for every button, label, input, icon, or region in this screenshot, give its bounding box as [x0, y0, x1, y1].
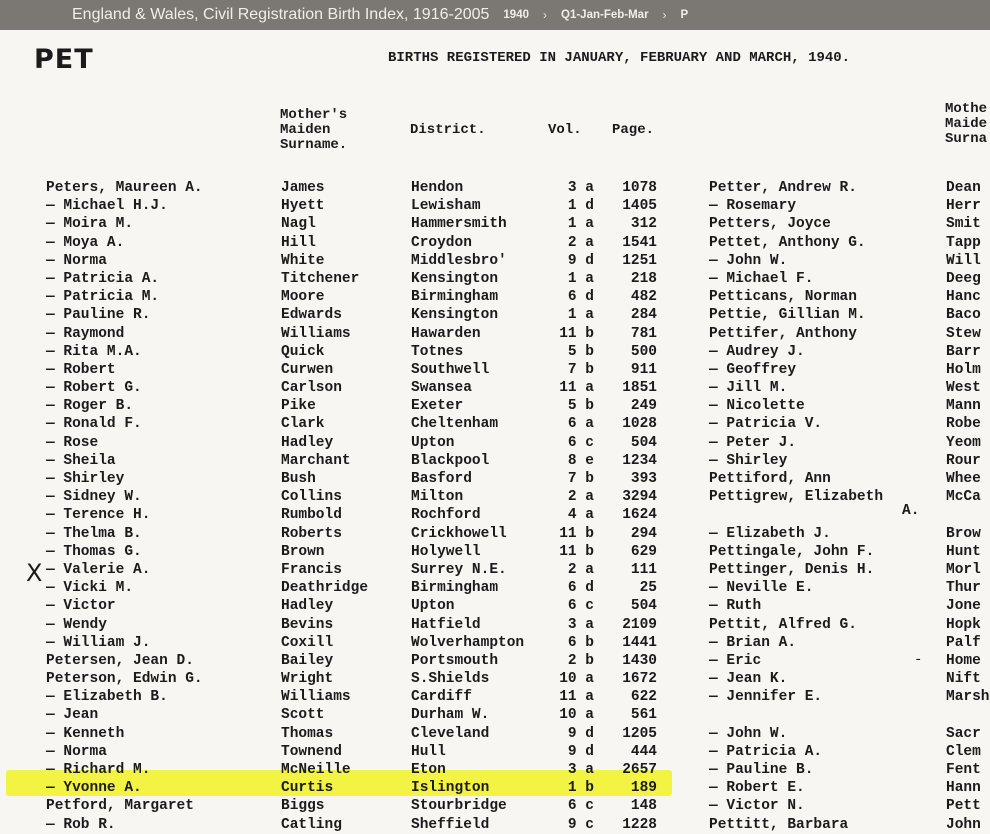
index-row-name: — Victor: [46, 598, 116, 615]
index-row-mother: Stew: [946, 325, 981, 342]
index-row-name: Pettingale, John F.: [709, 543, 875, 560]
index-row-district: Crickhowell: [411, 525, 507, 542]
index-row-mother: Baco: [946, 307, 981, 324]
index-row-name: — Raymond: [46, 325, 125, 342]
index-row-name: — Pauline R.: [46, 307, 151, 324]
index-row-vol: 2 b: [567, 652, 594, 669]
index-row-mother: Williams: [281, 689, 351, 706]
index-row-mother: Edwards: [281, 307, 342, 324]
index-row-district: Middlesbro': [411, 252, 507, 269]
index-row-mother: Williams: [281, 325, 351, 342]
breadcrumb-quarter[interactable]: Q1-Jan-Feb-Mar: [561, 9, 649, 21]
index-row-mother: [946, 506, 990, 524]
index-page-image: [0, 30, 990, 831]
index-row-page: 111: [630, 561, 657, 578]
index-row-page: 218: [630, 270, 657, 287]
index-row-district: Kensington: [411, 307, 499, 324]
index-row-mother: Palf: [946, 634, 981, 651]
index-row-district: S.Shields: [411, 671, 490, 688]
index-row-district: Totnes: [411, 343, 464, 360]
index-row-name: Peters, Maureen A.: [46, 180, 203, 196]
index-row-mother: Moore: [281, 289, 325, 306]
index-row-district: Kensington: [411, 270, 499, 287]
index-row-name: — Rita M.A.: [46, 343, 142, 360]
index-row-district: Rochford: [411, 507, 481, 524]
index-row-name: — Moira M.: [46, 216, 134, 233]
index-row-mother: Deathridge: [281, 580, 369, 597]
index-row-vol: 5 b: [567, 343, 594, 360]
index-row-name: Petter, Andrew R.: [709, 180, 857, 196]
index-row-district: Durham W.: [411, 707, 490, 724]
index-row-mother: Brow: [946, 525, 981, 542]
column-mother-surname: [281, 179, 407, 834]
index-row-page: 504: [630, 434, 657, 451]
index-row-vol: 1 a: [567, 216, 594, 233]
index-row-page: 284: [630, 307, 657, 324]
index-row-district: Upton: [411, 598, 455, 615]
index-row-vol: 2 a: [567, 489, 594, 506]
index-row-name: Petticans, Norman: [709, 289, 857, 306]
index-row-mother: Whee: [946, 471, 981, 487]
index-row-mother: Fent: [946, 762, 981, 778]
index-row-name: — Robert E.: [709, 780, 805, 797]
index-row-mother: Carlson: [281, 380, 342, 397]
header-mother-maiden-surname: Mother's Maiden Surname.: [280, 107, 348, 153]
index-row-name: — Eric: [709, 652, 762, 669]
index-row-name: — Nicolette: [709, 398, 805, 415]
index-row-district: Cleveland: [411, 725, 490, 742]
index-row-name: — Sheila: [46, 452, 116, 469]
index-row-mother: Yeom: [946, 434, 981, 451]
index-row-district: Wolverhampton: [411, 634, 525, 651]
index-row-mother: Hadley: [281, 434, 334, 451]
index-row-name: — Moya A.: [46, 234, 125, 251]
index-row-vol: 6 c: [567, 434, 594, 451]
index-row-page: 189: [630, 780, 657, 797]
index-row-mother: John: [946, 816, 981, 833]
index-row-mother: Catling: [281, 816, 342, 833]
index-row-page: 312: [630, 216, 657, 233]
index-row-district: Hatfield: [411, 616, 481, 633]
index-row-name: — Pauline B.: [709, 762, 814, 778]
index-row-mother: West: [946, 380, 981, 397]
index-row-page: 629: [630, 543, 657, 560]
index-row-page: 1672: [622, 671, 657, 688]
index-row-vol: 8 e: [567, 452, 594, 469]
index-row-page: 504: [630, 598, 657, 615]
index-row-district: Hull: [411, 743, 446, 760]
index-row-mother: Mann: [946, 398, 981, 415]
index-row-district: Hammersmith: [411, 216, 507, 233]
index-row-vol: 6 b: [567, 634, 594, 651]
index-row-name: Pettet, Anthony G.: [709, 234, 866, 251]
index-row-mother: Hanc: [946, 289, 981, 306]
index-row-district: Hendon: [411, 180, 464, 196]
index-row-vol: 9 d: [567, 743, 594, 760]
index-row-name: — Terence H.: [46, 507, 151, 524]
index-row-page: 781: [630, 325, 657, 342]
index-row-mother: Bevins: [281, 616, 334, 633]
column-district: [411, 179, 561, 834]
index-row-page: 148: [630, 798, 657, 815]
index-row-mother: Clark: [281, 416, 325, 433]
index-row-name: — Rosemary: [709, 198, 797, 215]
index-row-mother: Herr: [946, 198, 981, 215]
index-row-name: — Robert: [46, 361, 116, 378]
index-row-district: Holywell: [411, 543, 481, 560]
breadcrumb: [0, 0, 990, 30]
index-row-mother: Bush: [281, 471, 316, 487]
index-row-name: — Yvonne A.: [46, 780, 142, 797]
index-row-mother: Hann: [946, 780, 981, 797]
column-child-name: [46, 179, 276, 834]
index-row-name: — Vicki M.: [46, 580, 134, 597]
index-row-mother: Jone: [946, 598, 981, 615]
index-row-mother: Holm: [946, 361, 981, 378]
index-row-vol: 3 a: [567, 616, 594, 633]
index-row-name: — Patricia A.: [46, 270, 160, 287]
surname-tag: PET: [34, 44, 94, 75]
index-row-name: — Jennifer E.: [709, 689, 823, 706]
index-row-mother: Hopk: [946, 616, 981, 633]
index-row-mother: Clem: [946, 743, 981, 760]
index-row-mother: Titchener: [281, 270, 360, 287]
index-row-mother: [946, 706, 990, 724]
index-row-page: 1441: [622, 634, 657, 651]
index-row-name: — Ronald F.: [46, 416, 142, 433]
index-row-district: Sheffield: [411, 816, 490, 833]
index-row-mother: Francis: [281, 561, 342, 578]
header-vol: Vol.: [548, 122, 582, 138]
index-row-vol: 3 a: [567, 180, 594, 196]
index-row-district: Basford: [411, 471, 472, 487]
index-row-district: Hawarden: [411, 325, 481, 342]
index-row-page: 1541: [622, 234, 657, 251]
index-row-district: Cheltenham: [411, 416, 499, 433]
index-row-mother: Brown: [281, 543, 325, 560]
index-row-vol: 6 c: [567, 798, 594, 815]
index-row-district: Cardiff: [411, 689, 472, 706]
index-row-mother: Nagl: [281, 216, 316, 233]
index-row-name: — Michael H.J.: [46, 198, 168, 215]
index-row-name: — Thomas G.: [46, 543, 142, 560]
index-row-mother: Pett: [946, 798, 981, 815]
index-row-mother: Deeg: [946, 270, 981, 287]
index-row-vol: 6 c: [567, 598, 594, 615]
index-row-name: — Neville E.: [709, 580, 814, 597]
collection-title[interactable]: England & Wales, Civil Registration Birth Index, 1916-2005: [72, 6, 490, 23]
index-row-vol: 1 b: [567, 780, 594, 797]
index-row-page: 1205: [622, 725, 657, 742]
index-row-name: — Michael F.: [709, 270, 814, 287]
index-row-name: Pettie, Gillian M.: [709, 307, 866, 324]
index-row-vol: 3 a: [567, 762, 594, 778]
index-row-mother: Robe: [946, 416, 981, 433]
index-row-page: 294: [630, 525, 657, 542]
index-row-name: — Patricia V.: [709, 416, 823, 433]
index-row-district: Islington: [411, 780, 490, 797]
index-row-name: — Patricia M.: [46, 289, 160, 306]
index-row-mother: Thur: [946, 580, 981, 597]
index-row-district: Upton: [411, 434, 455, 451]
index-row-vol: 7 b: [567, 471, 594, 487]
index-row-district: Surrey N.E.: [411, 561, 507, 578]
column-volume: [542, 179, 594, 834]
index-row-name: Pettit, Alfred G.: [709, 616, 857, 633]
index-row-name: — Patricia A.: [709, 743, 823, 760]
index-row-vol: 1 a: [567, 270, 594, 287]
index-row-vol: 9 d: [567, 252, 594, 269]
index-row-vol: 1 d: [567, 198, 594, 215]
index-row-page: 1251: [622, 252, 657, 269]
index-row-mother: Barr: [946, 343, 981, 360]
index-row-mother: Marchant: [281, 452, 351, 469]
index-row-district: Exeter: [411, 398, 464, 415]
index-row-name: — Jill M.: [709, 380, 788, 397]
index-row-vol: 6 d: [567, 289, 594, 306]
index-row-name: — William J.: [46, 634, 151, 651]
index-row-district: Southwell: [411, 361, 490, 378]
index-row-mother: Scott: [281, 707, 325, 724]
index-row-mother: Sacr: [946, 725, 981, 742]
index-row-page: 3294: [622, 489, 657, 506]
index-row-mother: Collins: [281, 489, 342, 506]
index-row-page: 25: [639, 580, 657, 597]
index-row-name: Pettinger, Denis H.: [709, 561, 875, 578]
header-page: Page.: [612, 122, 655, 138]
index-row-name: Pettifer, Anthony: [709, 325, 857, 342]
index-row-mother: Thomas: [281, 725, 334, 742]
index-row-page: 1624: [622, 507, 657, 524]
index-row-name: — Victor N.: [709, 798, 805, 815]
index-row-mother: Home: [946, 652, 981, 669]
index-row-name: — Shirley: [46, 471, 125, 487]
index-row-name: Pettiford, Ann: [709, 471, 831, 487]
index-row-name: — Rose: [46, 434, 99, 451]
index-row-mother: Curwen: [281, 361, 334, 378]
index-row-page: 561: [630, 707, 657, 724]
continuation-initial: A.: [902, 503, 920, 519]
index-row-vol: 11 b: [559, 543, 594, 560]
chevron-right-icon: ›: [543, 8, 547, 22]
index-row-page: 1405: [622, 198, 657, 215]
index-row-mother: Rumbold: [281, 507, 342, 524]
index-row-name: — Valerie A.: [46, 561, 151, 578]
index-row-mother: McNeille: [281, 762, 351, 778]
index-row-name: Peterson, Edwin G.: [46, 671, 203, 688]
index-row-mother: Morl: [946, 561, 981, 578]
index-row-vol: 2 a: [567, 561, 594, 578]
index-row-page: 1851: [622, 380, 657, 397]
breadcrumb-year[interactable]: 1940: [503, 9, 529, 21]
index-row-vol: 1 a: [567, 307, 594, 324]
index-row-name: Petford, Margaret: [46, 798, 194, 815]
index-row-page: 482: [630, 289, 657, 306]
index-row-mother: Smit: [946, 216, 981, 233]
index-row-name: — Ruth: [709, 598, 762, 615]
index-row-page: 500: [630, 343, 657, 360]
index-row-name: — Wendy: [46, 616, 107, 633]
index-row-name: — Jean K.: [709, 671, 788, 688]
index-row-mother: Hyett: [281, 198, 325, 215]
index-row-page: 2109: [622, 616, 657, 633]
index-row-district: Stourbridge: [411, 798, 507, 815]
stray-mark: -: [914, 652, 923, 668]
index-row-name: Petersen, Jean D.: [46, 652, 194, 669]
index-row-page: 1228: [622, 816, 657, 833]
index-row-district: Birmingham: [411, 289, 499, 306]
index-row-mother: Curtis: [281, 780, 334, 797]
index-row-mother: Dean: [946, 180, 981, 196]
index-row-name: — Norma: [46, 252, 107, 269]
index-row-mother: McCa: [946, 489, 981, 506]
header-mother-maiden-surname-right: Mothe Maide Surna: [945, 101, 988, 147]
index-row-vol: 11 b: [559, 325, 594, 342]
index-row-mother: Townend: [281, 743, 342, 760]
index-row-district: Birmingham: [411, 580, 499, 597]
column-page: [600, 179, 657, 834]
index-row-mother: Will: [946, 252, 981, 269]
index-row-name: Pettigrew, Elizabeth: [709, 489, 884, 506]
index-row-vol: 10 a: [559, 707, 594, 724]
index-row-mother: Hadley: [281, 598, 334, 615]
index-row-name: Petters, Joyce: [709, 216, 831, 233]
index-row-name: — John W.: [709, 252, 788, 269]
index-row-mother: Rour: [946, 452, 981, 469]
index-row-vol: 9 d: [567, 725, 594, 742]
index-row-vol: 11 a: [559, 689, 594, 706]
index-row-vol: 6 a: [567, 416, 594, 433]
index-row-name: — Sidney W.: [46, 489, 142, 506]
column-mother-surname-right: [946, 179, 990, 834]
index-row-page: 1078: [622, 180, 657, 196]
index-row-vol: 4 a: [567, 507, 594, 524]
index-row-name: — Peter J.: [709, 434, 797, 451]
index-row-name: — Elizabeth J.: [709, 525, 831, 542]
index-row-name: — Roger B.: [46, 398, 134, 415]
index-row-mother: Tapp: [946, 234, 981, 251]
index-row-vol: 10 a: [559, 671, 594, 688]
index-row-district: Eton: [411, 762, 446, 778]
index-row-vol: 2 a: [567, 234, 594, 251]
index-row-mother: Nift: [946, 671, 981, 688]
breadcrumb-letter[interactable]: P: [680, 9, 689, 21]
index-row-name: — Kenneth: [46, 725, 125, 742]
index-row-district: Blackpool: [411, 452, 490, 469]
index-row-mother: Wright: [281, 671, 334, 688]
index-row-page: 911: [630, 361, 657, 378]
index-row-page: 444: [630, 743, 657, 760]
index-row-page: 393: [630, 471, 657, 487]
index-row-mother: Bailey: [281, 652, 334, 669]
index-row-mother: White: [281, 252, 325, 269]
index-row-name: [709, 706, 939, 724]
index-row-mother: Biggs: [281, 798, 325, 815]
index-row-page: 1430: [622, 652, 657, 669]
index-row-vol: 7 b: [567, 361, 594, 378]
index-row-mother: James: [281, 180, 325, 196]
index-row-district: Milton: [411, 489, 464, 506]
index-row-name: — Shirley: [709, 452, 788, 469]
index-row-page: 1028: [622, 416, 657, 433]
index-row-vol: 11 a: [559, 380, 594, 397]
index-row-name: — Geoffrey: [709, 361, 797, 378]
index-row-district: Portsmouth: [411, 652, 499, 669]
header-district: District.: [410, 122, 486, 138]
index-row-mother: Hill: [281, 234, 316, 251]
index-row-name: — Thelma B.: [46, 525, 142, 542]
index-row-district: Swansea: [411, 380, 472, 397]
index-row-name: Pettitt, Barbara: [709, 816, 849, 833]
index-row-page: 249: [630, 398, 657, 415]
page-heading: BIRTHS REGISTERED IN JANUARY, FEBRUARY AND MARCH, 1940.: [388, 50, 851, 66]
index-row-page: 622: [630, 689, 657, 706]
index-row-name: — Brian A.: [709, 634, 797, 651]
index-row-vol: 6 d: [567, 580, 594, 597]
index-row-mother: Hunt: [946, 543, 981, 560]
handwritten-x-mark: X: [26, 559, 43, 587]
index-row-vol: 9 c: [567, 816, 594, 833]
index-row-district: Lewisham: [411, 198, 481, 215]
index-row-name: — Norma: [46, 743, 107, 760]
index-row-vol: 5 b: [567, 398, 594, 415]
index-row-name: — Elizabeth B.: [46, 689, 168, 706]
index-row-name: — Jean: [46, 707, 99, 724]
index-row-name: — Audrey J.: [709, 343, 805, 360]
index-row-district: Croydon: [411, 234, 472, 251]
index-row-mother: Marsh: [946, 689, 990, 706]
index-row-vol: 11 b: [559, 525, 594, 542]
index-row-mother: Roberts: [281, 525, 342, 542]
index-row-mother: Pike: [281, 398, 316, 415]
index-row-name: — Robert G.: [46, 380, 142, 397]
index-row-page: 2657: [622, 762, 657, 778]
index-row-mother: Quick: [281, 343, 325, 360]
index-row-name: — John W.: [709, 725, 788, 742]
index-row-mother: Coxill: [281, 634, 334, 651]
chevron-right-icon: ›: [662, 8, 667, 22]
index-row-page: 1234: [622, 452, 657, 469]
index-row-name: — Richard M.: [46, 762, 151, 778]
index-row-name: — Rob R.: [46, 816, 116, 833]
